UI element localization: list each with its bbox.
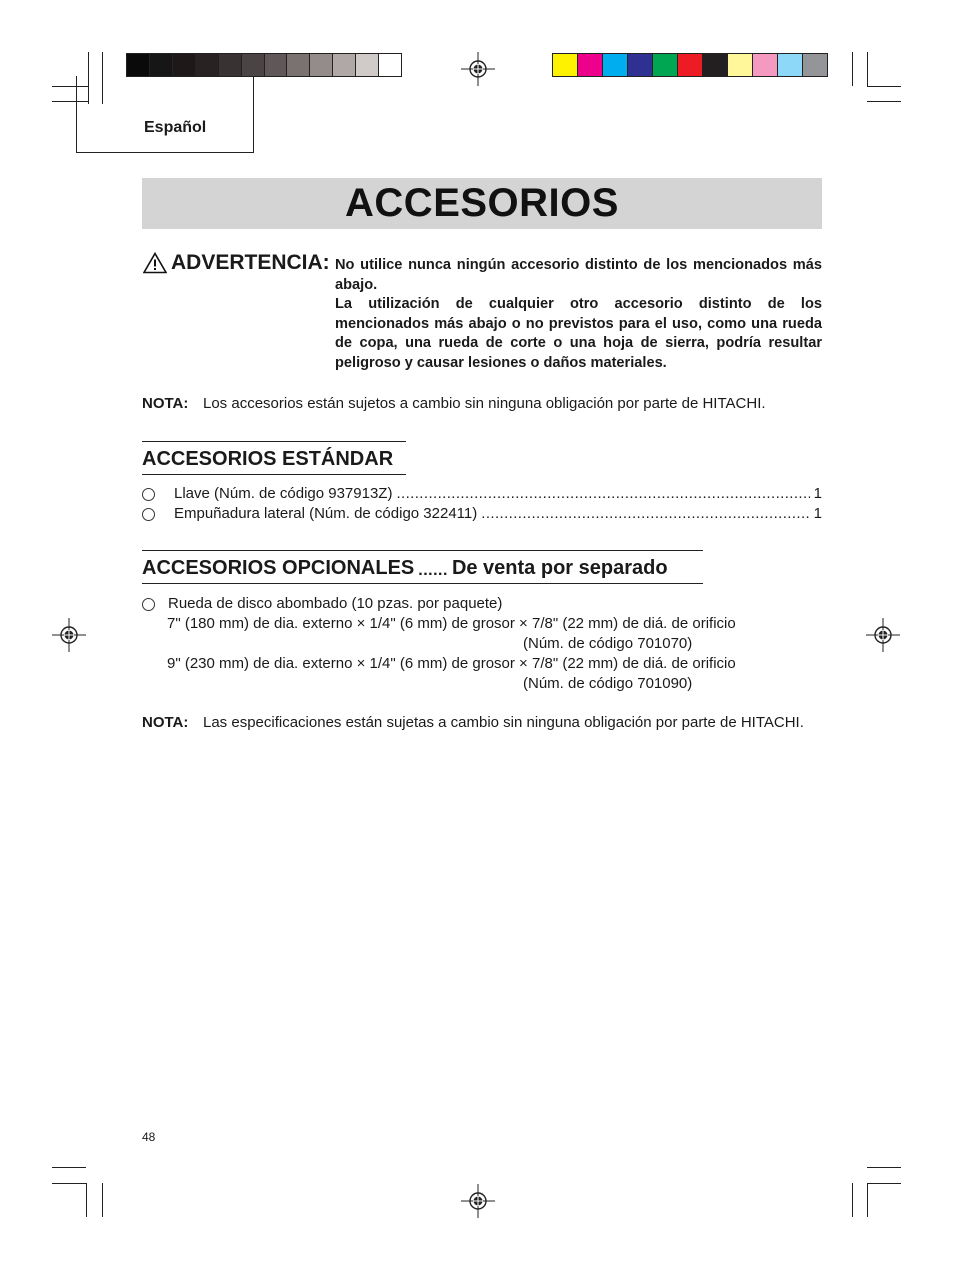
crop-mark: [852, 1183, 853, 1217]
crop-mark: [102, 1183, 103, 1217]
color-swatch: [150, 54, 173, 76]
color-swatch: [703, 54, 728, 76]
crop-mark: [867, 52, 868, 86]
list-item: [142, 504, 822, 524]
color-swatch: [219, 54, 242, 76]
color-swatch: [379, 54, 401, 76]
color-swatch: [778, 54, 803, 76]
dot-leader: [396, 484, 809, 504]
list-item: [142, 484, 822, 504]
optional-accessories-title: [142, 550, 703, 584]
color-swatch: [728, 54, 753, 76]
crop-mark: [52, 1167, 86, 1168]
note-label: NOTA:: [142, 395, 189, 412]
bullet-circle-icon: [142, 488, 155, 501]
color-swatch: [127, 54, 150, 76]
crop-mark: [867, 101, 901, 102]
color-swatch: [333, 54, 356, 76]
crop-mark: [867, 1183, 868, 1217]
note-specifications: [142, 713, 822, 733]
language-label: Español: [144, 119, 207, 136]
bullet-circle-icon: [142, 508, 155, 521]
optional-accessories-title-text: ACCESORIOS OPCIONALES: [142, 557, 415, 579]
language-tab: [76, 76, 254, 153]
warning-triangle-icon: [143, 252, 167, 274]
registration-mark-icon: [461, 52, 495, 86]
crop-mark: [867, 86, 901, 87]
color-swatch: [803, 54, 827, 76]
optional-accessories-subtitle: De venta por separado: [451, 557, 668, 579]
color-swatch: [310, 54, 333, 76]
warning-text: [335, 256, 822, 374]
crop-mark: [86, 1183, 87, 1217]
color-swatch: [242, 54, 265, 76]
crop-mark: [852, 52, 853, 86]
crop-mark: [867, 1183, 901, 1184]
warning-label: ADVERTENCIA:: [171, 251, 330, 274]
color-swatch: [628, 54, 653, 76]
item-name: Llave (Núm. de código 937913Z): [174, 485, 393, 502]
note-text: Las especificaciones están sujetas a cambio sin ninguna obligación por parte de HITACHI.: [203, 714, 804, 731]
part-code: (Núm. de código 701070): [523, 635, 693, 652]
dot-leader: [481, 504, 809, 524]
color-swatch: [265, 54, 288, 76]
list-item: [142, 594, 822, 614]
item-name: Empuñadura lateral (Núm. de código 322411): [174, 505, 478, 522]
color-swatch: [753, 54, 778, 76]
color-swatch: [678, 54, 703, 76]
color-swatch: [653, 54, 678, 76]
standard-accessories-title: [142, 441, 406, 475]
color-swatch: [356, 54, 379, 76]
color-swatch: [173, 54, 196, 76]
title-dots: ......: [418, 562, 448, 579]
crop-mark: [867, 1167, 901, 1168]
item-qty: 1: [813, 485, 822, 502]
item-name: Rueda de disco abombado (10 pzas. por paquete): [168, 595, 503, 612]
spec-line: 7" (180 mm) de dia. externo × 1/4" (6 mm) de grosor × 7/8" (22 mm) de diá. de orificio: [167, 615, 736, 632]
page-title: ACCESORIOS: [345, 181, 619, 225]
registration-mark-icon: [461, 1184, 495, 1218]
note-accessories: [142, 394, 822, 414]
bullet-circle-icon: [142, 598, 155, 611]
warning-heading: [143, 251, 330, 275]
registration-mark-icon: [866, 618, 900, 652]
standard-accessories-title-text: ACCESORIOS ESTÁNDAR: [142, 448, 394, 470]
page-title-band: [142, 178, 822, 229]
note-text: Los accesorios están sujetos a cambio sin ninguna obligación por parte de HITACHI.: [203, 395, 766, 412]
color-swatch: [578, 54, 603, 76]
color-calibration-bar: [552, 53, 828, 77]
item-qty: 1: [813, 505, 822, 522]
spec-line: 9" (230 mm) de dia. externo × 1/4" (6 mm) de grosor × 7/8" (22 mm) de diá. de orificio: [167, 655, 736, 672]
grayscale-calibration-bar: [126, 53, 402, 77]
color-swatch: [603, 54, 628, 76]
crop-mark: [52, 1183, 86, 1184]
color-swatch: [553, 54, 578, 76]
page-number: 48: [142, 1130, 156, 1144]
registration-mark-icon: [52, 618, 86, 652]
note-label: NOTA:: [142, 714, 189, 731]
color-swatch: [287, 54, 310, 76]
color-swatch: [196, 54, 219, 76]
warning-line-1: No utilice nunca ningún accesorio distinto de los mencionados más abajo.: [335, 257, 822, 293]
part-code: (Núm. de código 701090): [523, 675, 693, 692]
warning-line-2: La utilización de cualquier otro accesorio distinto de los mencionados más abajo o no previstos para el uso, como una rueda de copa, una rueda de corte o una hoja de sierra, podría resultar peligroso y causar lesiones o daños materiales.: [335, 296, 822, 371]
